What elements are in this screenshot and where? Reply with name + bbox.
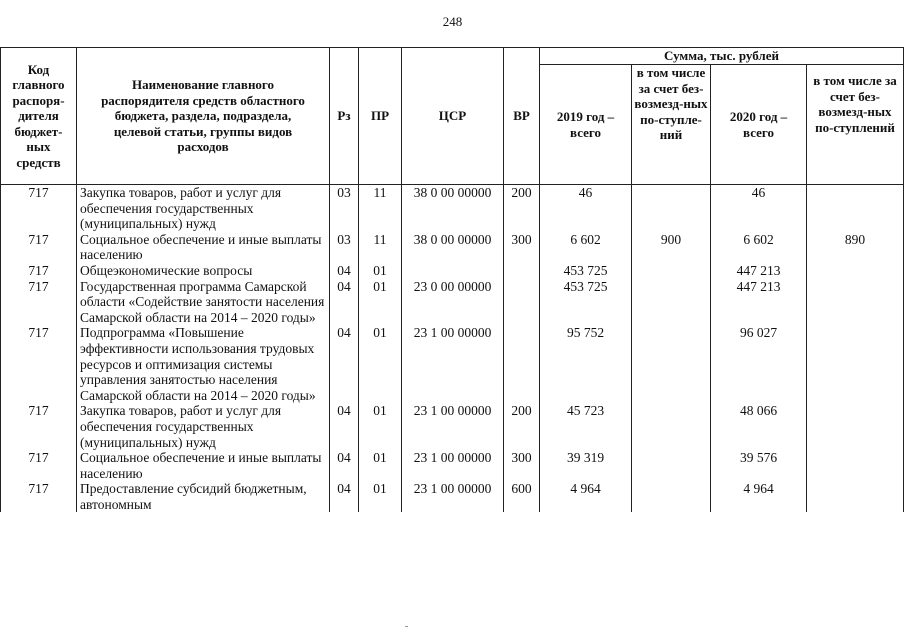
- cell-vr: 600: [504, 481, 540, 512]
- cell-name: Государственная программа Самарской области «Содействие занятости населения Самарской области на 2014 – 2020 годы»: [77, 279, 330, 326]
- cell-2019-total: 453 725: [540, 279, 632, 326]
- header-csr: ЦСР: [402, 48, 504, 185]
- table-row: [1, 481, 904, 512]
- cell-rz: 04: [330, 325, 359, 403]
- cell-pr: 01: [359, 481, 402, 512]
- cell-vr: 300: [504, 232, 540, 263]
- cell-2019-total: 45 723: [540, 403, 632, 450]
- cell-2020-free: [807, 185, 904, 232]
- cell-rz: 04: [330, 403, 359, 450]
- cell-2020-free: [807, 450, 904, 481]
- cell-2020-free: [807, 279, 904, 326]
- cell-vr: [504, 263, 540, 279]
- table-row: [1, 232, 904, 263]
- cell-name: Закупка товаров, работ и услуг для обеспечения государственных (муниципальных) нужд: [77, 185, 330, 232]
- cell-vr: [504, 279, 540, 326]
- cell-2020-free: 890: [807, 232, 904, 263]
- cell-2019-free: [632, 325, 711, 403]
- cell-2020-total: 96 027: [711, 325, 807, 403]
- cell-name: Общеэкономические вопросы: [77, 263, 330, 279]
- cell-vr: [504, 325, 540, 403]
- header-rz: Рз: [330, 48, 359, 185]
- cell-pr: 01: [359, 450, 402, 481]
- cell-code: 717: [1, 450, 77, 481]
- cell-csr: [402, 263, 504, 279]
- header-name: Наименование главного распорядителя средств областного бюджета, раздела, подраздела, целевой статьи, группы видов расходов: [77, 48, 330, 185]
- table-row: [1, 403, 904, 450]
- table-row: [1, 263, 904, 279]
- cell-2020-total: 46: [711, 185, 807, 232]
- cell-2020-free: [807, 325, 904, 403]
- scan-mark: [405, 626, 408, 627]
- table-row: [1, 325, 904, 403]
- cell-2019-total: 95 752: [540, 325, 632, 403]
- header-sum: Сумма, тыс. рублей: [540, 48, 904, 65]
- cell-csr: 23 1 00 00000: [402, 481, 504, 512]
- budget-table: [0, 47, 904, 512]
- cell-pr: 11: [359, 232, 402, 263]
- cell-code: 717: [1, 185, 77, 232]
- cell-name: Социальное обеспечение и иные выплаты населению: [77, 232, 330, 263]
- cell-name: Закупка товаров, работ и услуг для обеспечения государственных (муниципальных) нужд: [77, 403, 330, 450]
- cell-2020-total: 48 066: [711, 403, 807, 450]
- cell-rz: 04: [330, 450, 359, 481]
- cell-2019-total: 39 319: [540, 450, 632, 481]
- cell-code: 717: [1, 481, 77, 512]
- cell-csr: 23 1 00 00000: [402, 403, 504, 450]
- cell-rz: 03: [330, 185, 359, 232]
- cell-name: Предоставление субсидий бюджетным, автономным: [77, 481, 330, 512]
- cell-pr: 01: [359, 279, 402, 326]
- cell-code: 717: [1, 403, 77, 450]
- header-2019-total-label: 2019 год – всего: [556, 109, 615, 140]
- header-2019-total: [540, 65, 632, 185]
- header-2019-free: в том числе за счет без-возмезд-ных по-ступле-ний: [632, 65, 711, 185]
- cell-pr: 01: [359, 403, 402, 450]
- cell-code: 717: [1, 263, 77, 279]
- cell-2019-total: 4 964: [540, 481, 632, 512]
- cell-2020-free: [807, 403, 904, 450]
- table-row: [1, 185, 904, 232]
- cell-2020-total: 6 602: [711, 232, 807, 263]
- cell-2020-total: 39 576: [711, 450, 807, 481]
- cell-pr: 01: [359, 325, 402, 403]
- cell-2020-total: 4 964: [711, 481, 807, 512]
- cell-2019-free: [632, 450, 711, 481]
- cell-2019-total: 6 602: [540, 232, 632, 263]
- cell-pr: 11: [359, 185, 402, 232]
- cell-vr: 300: [504, 450, 540, 481]
- cell-rz: 03: [330, 232, 359, 263]
- header-pr: ПР: [359, 48, 402, 185]
- table-row: [1, 279, 904, 326]
- cell-code: 717: [1, 279, 77, 326]
- cell-code: 717: [1, 232, 77, 263]
- header-2020-total: [711, 65, 807, 185]
- cell-2020-total: 447 213: [711, 279, 807, 326]
- cell-rz: 04: [330, 481, 359, 512]
- cell-csr: 38 0 00 00000: [402, 232, 504, 263]
- cell-2019-free: [632, 279, 711, 326]
- cell-vr: 200: [504, 403, 540, 450]
- header-code: Код главного распоря-дителя бюджет-ных средств: [1, 48, 77, 185]
- cell-name: Социальное обеспечение и иные выплаты населению: [77, 450, 330, 481]
- header-2020-free: в том числе за счет без-возмезд-ных по-ступлений: [807, 65, 904, 185]
- header-2020-total-label: 2020 год – всего: [729, 109, 788, 140]
- cell-rz: 04: [330, 279, 359, 326]
- cell-2019-free: [632, 481, 711, 512]
- cell-name: Подпрограмма «Повышение эффективности использования трудовых ресурсов и оптимизация системы управления занятостью населения Самарской области на 2014 – 2020 годы»: [77, 325, 330, 403]
- cell-2019-free: [632, 185, 711, 232]
- cell-code: 717: [1, 325, 77, 403]
- table-row: [1, 450, 904, 481]
- cell-2019-free: [632, 403, 711, 450]
- cell-2020-free: [807, 481, 904, 512]
- cell-csr: 23 1 00 00000: [402, 325, 504, 403]
- header-vr: ВР: [504, 48, 540, 185]
- cell-2020-free: [807, 263, 904, 279]
- cell-csr: 23 1 00 00000: [402, 450, 504, 481]
- cell-2019-total: 453 725: [540, 263, 632, 279]
- cell-2019-total: 46: [540, 185, 632, 232]
- cell-vr: 200: [504, 185, 540, 232]
- cell-pr: 01: [359, 263, 402, 279]
- page-number: 248: [442, 14, 463, 29]
- cell-rz: 04: [330, 263, 359, 279]
- cell-2020-total: 447 213: [711, 263, 807, 279]
- cell-2019-free: 900: [632, 232, 711, 263]
- cell-2019-free: [632, 263, 711, 279]
- cell-csr: 23 0 00 00000: [402, 279, 504, 326]
- cell-csr: 38 0 00 00000: [402, 185, 504, 232]
